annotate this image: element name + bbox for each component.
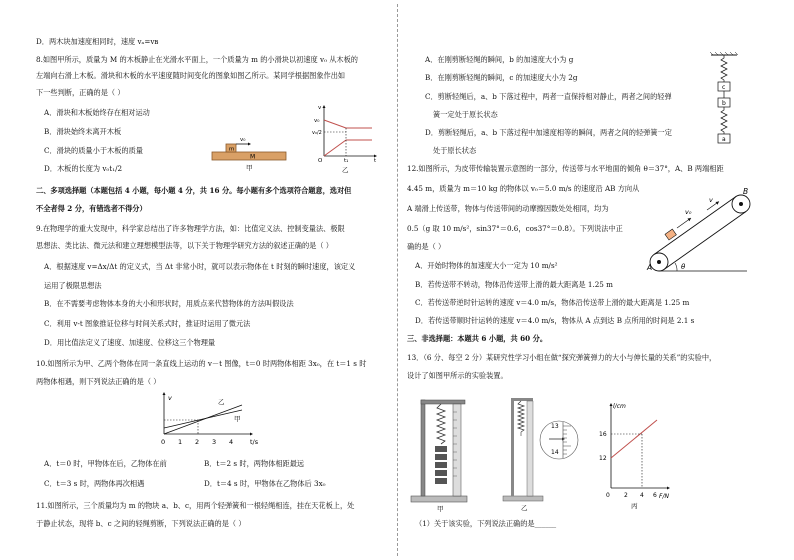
q13-figure-yi <box>501 396 581 512</box>
point-B-label: B <box>743 187 749 196</box>
q9-option-d: D．用比值法定义了速度、加速度、位移这三个物理量 <box>44 338 216 347</box>
q11-line-2: 于静止状态，现将 b、c 之间的轻绳剪断，下列说法正确的是（ ） <box>36 519 246 528</box>
q7-option-d: D．两木块加速度相同时，速度 vₐ=vʙ <box>36 37 159 46</box>
q13-x6: 6 <box>653 492 657 499</box>
fig-v0-tick: v₀ <box>314 118 320 124</box>
q9-line-1: 9.在物理学的重大发现中，科学家总结出了许多物理学方法，如：比值定义法、控制变量法、极限 <box>36 224 345 233</box>
q11-option-d-cont: 处于原长状态 <box>433 146 477 155</box>
q10-v-axis: v <box>168 394 172 402</box>
q12-line-4: 0.5（g 取 10 m/s²，sin37°＝0.6，cos37°＝0.8）。下列说法中正 <box>407 224 623 233</box>
fig-t1-tick: t₁ <box>344 158 349 164</box>
q10-line-2: 两物体相遇，则下列说法正确的是（ ） <box>36 377 161 386</box>
q10-tick-3: 3 <box>212 438 217 446</box>
q13-y12: 12 <box>599 455 607 462</box>
q11-option-d: D．剪断轻绳后，a、b 下落过程中加速度相等的瞬间，两者之间的轻弹簧一定 <box>425 128 672 137</box>
q11-line-1: 11.如图所示，三个质量均为 m 的物块 a、b、c，用两个轻弹簧和一根轻绳相连，挂在天花板上，处 <box>36 501 355 510</box>
q8-line-2: 左端向右滑上木板。滑块和木板的水平速度随时间变化的图象如图乙所示。某同学根据图象作出如 <box>36 71 346 80</box>
q11-option-a: A．在刚剪断轻绳的瞬间，b 的加速度大小为 g <box>425 55 574 64</box>
q10-t-axis: t/s <box>250 438 259 446</box>
q12-option-d: D．若传送带顺时针运转的速度 v＝4.0 m/s，物体从 A 点到达 B 点所用的时间是 2.1 s <box>415 316 695 325</box>
fig-v0-label: v₀ <box>240 137 246 143</box>
q13-y16: 16 <box>599 431 607 438</box>
q10-tick-2: 2 <box>195 438 200 446</box>
q10-jia-label: 甲 <box>234 415 241 423</box>
q10-tick-1: 1 <box>178 438 183 446</box>
q10-tick-0: 0 <box>161 438 166 446</box>
q13-x4: 4 <box>640 492 644 499</box>
q13-figure-bing <box>595 400 675 512</box>
q13-bing-caption: 丙 <box>631 502 638 510</box>
q13-figure-jia <box>407 392 477 512</box>
q13-origin: 0 <box>606 492 610 499</box>
q8-option-c: C．滑块的质量小于木板的质量 <box>44 146 143 155</box>
q13-f-axis: F/N <box>659 493 669 500</box>
block-c-label: c <box>722 84 726 91</box>
q8-option-d: D．木板的长度为 v₀t₁/2 <box>44 164 123 173</box>
fig-t-axis: t <box>374 158 377 164</box>
q8-figure-jia <box>210 132 290 172</box>
q13-l-axis: l/cm <box>613 403 626 410</box>
q12-option-b: B．若传送带不转动，物体沿传送带上滑的最大距离是 1.25 m <box>415 280 613 289</box>
section-3-heading: 三、非选择题：本题共 6 小题，共 60 分。 <box>407 334 548 343</box>
section-2-heading: 二、多项选择题（本题包括 4 小题，每小题 4 分，共 16 分。每小题有多个选项符合题意，选对但 <box>36 186 352 195</box>
q10-tick-4: 4 <box>229 438 234 446</box>
v0-label: v₀ <box>685 208 692 216</box>
q9-line-2: 思想法、类比法、微元法和建立理想模型法等，以下关于物理学研究方法的叙述正确的是（ ） <box>36 241 333 250</box>
section-2-heading-cont: 不全者得 2 分，有错选者不得分） <box>36 204 147 213</box>
q10-option-a: A．t＝0 时，甲物体在后，乙物体在前 <box>44 459 167 468</box>
ruler-13-label: 13 <box>551 423 559 430</box>
fig-jia-caption: 甲 <box>246 164 253 172</box>
q11-option-c: C．剪断轻绳后，a、b 下落过程中，两者一直保持相对静止，两者之间的轻弹 <box>425 92 672 101</box>
q9-option-a: A．根据速度 v=Δx/Δt 的定义式，当 Δt 非常小时，就可以表示物体在 t 时刻的瞬时速度，该定义 <box>44 262 356 271</box>
block-a-label: a <box>722 136 726 143</box>
block-b-label: b <box>722 100 726 107</box>
q9-option-a-cont: 运用了极限思想法 <box>44 281 102 290</box>
right-column <box>397 0 794 560</box>
v-label: v <box>709 196 713 204</box>
q8-figure-yi <box>312 104 378 174</box>
fig-v-axis: v <box>318 105 322 111</box>
q10-line-1: 10.如图所示为甲、乙两个物体在同一条直线上运动的 v－t 图像，t＝0 时两物体相距 3x₀，在 t＝1 s 时 <box>36 359 367 368</box>
q8-line-3: 下一些判断，正确的是（ ） <box>36 88 125 97</box>
q12-option-c: C．若传送带逆时针运转的速度 v＝4.0 m/s，物体沿传送带上滑的最大距离是 1.25 m <box>415 298 690 307</box>
q12-line-2: 4.45 m，质量为 m＝10 kg 的物体以 v₀＝5.0 m/s 的速度沿 AB 方向从 <box>407 184 640 193</box>
fig-yi-caption: 乙 <box>342 166 349 174</box>
q12-line-5: 确的是（ ） <box>407 242 446 251</box>
q10-option-d: D．t＝4 s 时，甲物体在乙物体后 3x₀ <box>204 479 326 488</box>
fig-origin: O <box>318 158 323 164</box>
q13-part-1: （1）关于该实验，下列说法正确的是______ <box>415 519 557 528</box>
point-A-label: A <box>647 263 653 272</box>
q13-line-2: 设计了如图甲所示的实验装置。 <box>407 371 508 380</box>
q9-option-c: C．利用 v-t 图象推证位移与时间关系式时，推证时运用了微元法 <box>44 319 251 328</box>
q13-jia-caption: 甲 <box>437 505 444 513</box>
q8-line-1: 8.如图甲所示，质量为 M 的木板静止在光滑水平面上，一个质量为 m 的小滑块以初速度 v₀ 从木板的 <box>36 55 358 64</box>
q13-yi-caption: 乙 <box>521 504 528 512</box>
ruler-14-label: 14 <box>551 449 559 456</box>
q8-option-b: B．滑块始终未离开木板 <box>44 127 122 136</box>
theta-label: θ <box>681 263 686 271</box>
q12-conveyor-figure <box>647 188 767 278</box>
q9-option-b: B．在不需要考虑物体本身的大小和形状时，用质点来代替物体的方法叫假设法 <box>44 299 294 308</box>
q11-spring-figure <box>709 52 739 150</box>
q8-option-a: A．滑块和木板始终存在相对运动 <box>44 108 150 117</box>
q10-yi-label: 乙 <box>218 398 225 406</box>
fig-m-label: m <box>229 146 235 153</box>
q13-x2: 2 <box>624 492 628 499</box>
q11-option-b: B．在刚剪断轻绳的瞬间，c 的加速度大小为 2g <box>425 73 578 82</box>
q10-option-b: B．t＝2 s 时，两物体相距最远 <box>204 459 305 468</box>
q12-line-3: A 端滑上传送带，物体与传送带间的动摩擦因数处处相同，均为 <box>407 204 609 213</box>
q12-option-a: A．开始时物体的加速度大小一定为 10 m/s² <box>415 261 558 270</box>
q10-option-c: C．t＝3 s 时，两物体再次相遇 <box>44 479 145 488</box>
q13-line-1: 13．（6 分、每空 2 分）某研究性学习小组在做“探究弹簧弹力的大小与伸长量的关系”的实验中， <box>407 353 717 362</box>
q12-line-1: 12.如图所示，为皮带传输装置示意图的一部分，传送带与水平地面的倾角 θ＝37°，A、B 两端相距 <box>407 164 724 173</box>
fig-M-label: M <box>250 153 256 161</box>
q10-vt-graph <box>150 392 260 448</box>
q11-option-c-cont: 簧一定处于原长状态 <box>433 110 498 119</box>
fig-v0half-tick: v₀/2 <box>312 130 322 136</box>
